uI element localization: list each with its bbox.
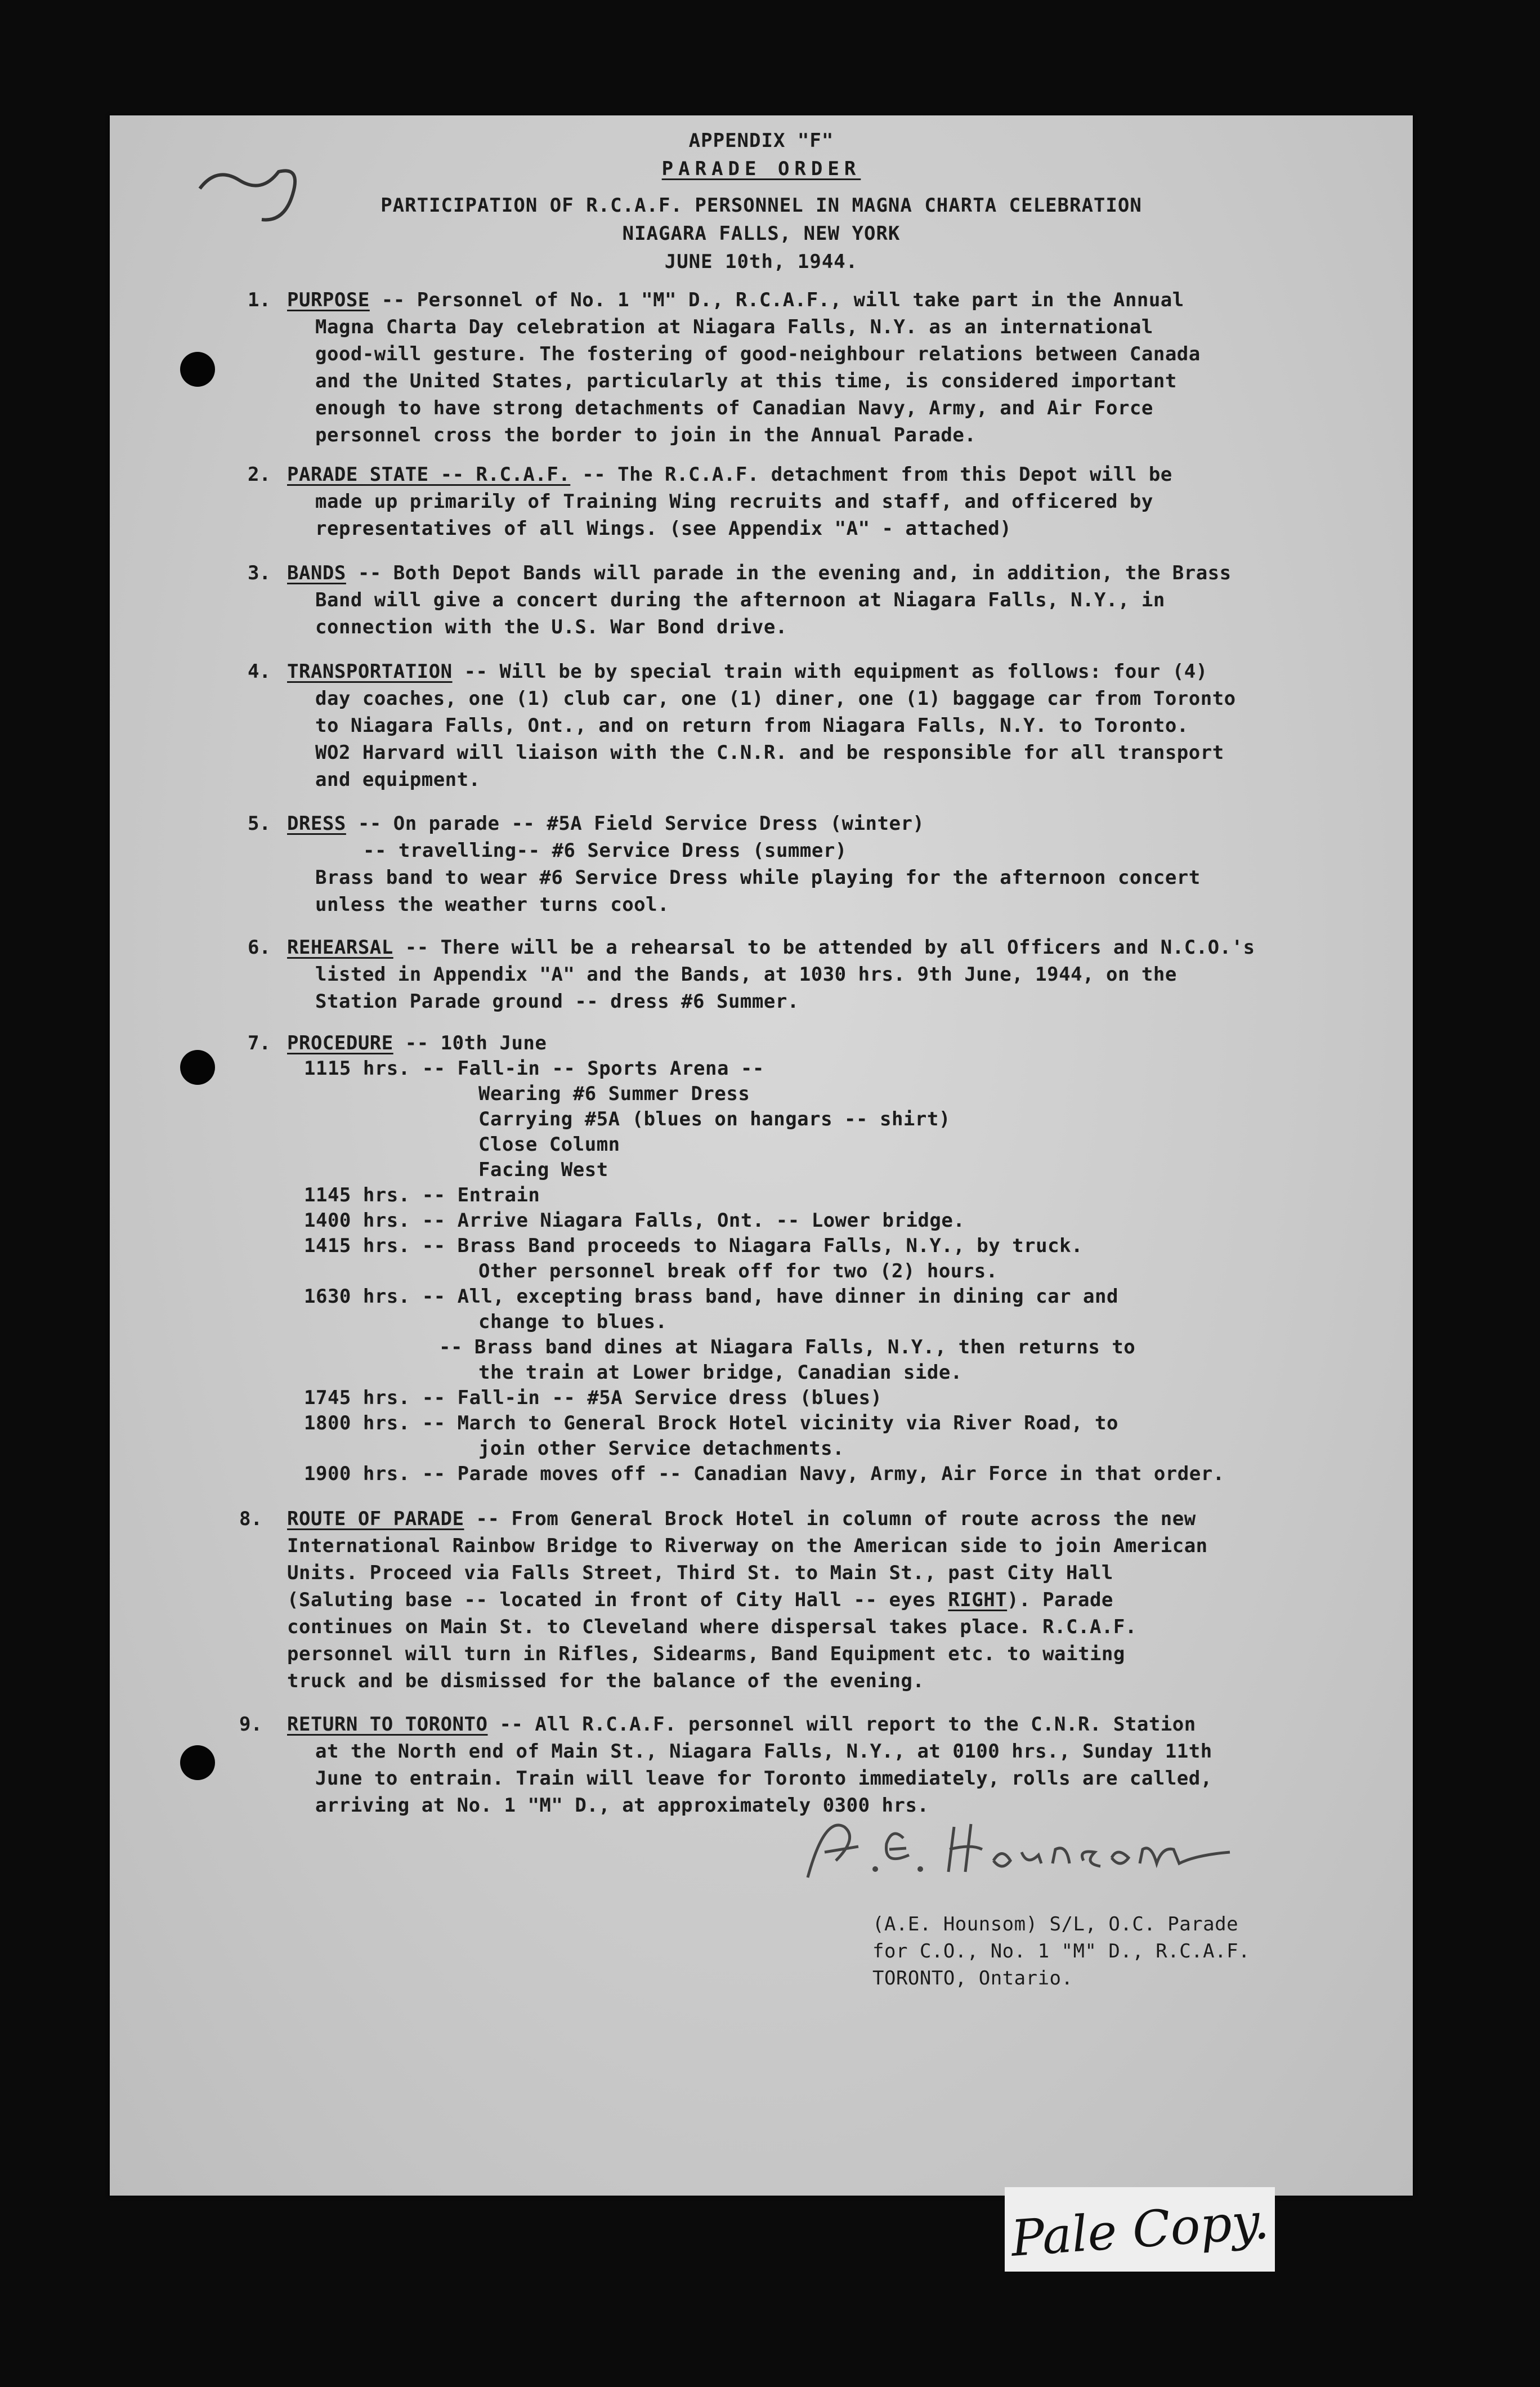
section-line: to Niagara Falls, Ont., and on return from Niagara Falls, N.Y. to Toronto. bbox=[315, 714, 1189, 737]
section-number: 9. bbox=[239, 1713, 262, 1736]
section-number: 4. bbox=[248, 660, 271, 683]
section-line: Band will give a concert during the afternoon at Niagara Falls, N.Y., in bbox=[315, 589, 1165, 611]
section-number: 7. bbox=[248, 1032, 271, 1054]
section-heading: DRESS bbox=[287, 812, 346, 835]
section-line bbox=[287, 287, 1184, 313]
section-heading: TRANSPORTATION bbox=[287, 660, 453, 683]
schedule-row: 1115 hrs. -- Fall-in -- Sports Arena -- bbox=[304, 1057, 764, 1080]
section-text: -- Personnel of No. 1 "M" D., R.C.A.F., will take part in the Annual bbox=[381, 289, 1184, 311]
section-line: Brass band to wear #6 Service Dress while playing for the afternoon concert bbox=[315, 866, 1201, 889]
emphasis-right: RIGHT bbox=[948, 1589, 1008, 1611]
section-line: arriving at No. 1 "M" D., at approximately 0300 hrs. bbox=[315, 1794, 929, 1817]
section-line: good-will gesture. The fostering of good-neighbour relations between Canada bbox=[315, 343, 1201, 365]
schedule-row: Facing West bbox=[478, 1159, 608, 1181]
section-line bbox=[287, 1506, 1196, 1532]
section-line bbox=[287, 811, 924, 837]
section-text: -- 10th June bbox=[405, 1032, 547, 1054]
section-line: unless the weather turns cool. bbox=[315, 893, 670, 916]
section-line: Station Parade ground -- dress #6 Summer. bbox=[315, 990, 799, 1013]
section-line: connection with the U.S. War Bond drive. bbox=[315, 616, 787, 638]
schedule-row: Carrying #5A (blues on hangars -- shirt) bbox=[478, 1108, 951, 1130]
order-title: PARADE ORDER bbox=[661, 158, 861, 180]
schedule-row: Other personnel break off for two (2) hours. bbox=[478, 1260, 998, 1282]
section-text: -- Both Depot Bands will parade in the evening and, in addition, the Brass bbox=[357, 562, 1232, 584]
section-number: 8. bbox=[239, 1508, 262, 1530]
section-line bbox=[287, 1030, 547, 1056]
document-location: NIAGARA FALLS, NEW YORK bbox=[622, 222, 901, 245]
signature-on-behalf: for C.O., No. 1 "M" D., R.C.A.F. bbox=[872, 1940, 1251, 1963]
section-line: made up primarily of Training Wing recruits and staff, and officered by bbox=[315, 490, 1153, 513]
appendix-label: APPENDIX "F" bbox=[688, 129, 834, 152]
section-line bbox=[287, 1711, 1196, 1737]
section-text: ). Parade bbox=[1007, 1589, 1113, 1611]
section-text: -- The R.C.A.F. detachment from this Depot will be bbox=[582, 463, 1172, 486]
document-date: JUNE 10th, 1944. bbox=[664, 251, 858, 273]
punch-hole-bottom bbox=[180, 1745, 215, 1780]
section-line: personnel cross the border to join in the Annual Parade. bbox=[315, 424, 977, 446]
section-line: listed in Appendix "A" and the Bands, at 1030 hrs. 9th June, 1944, on the bbox=[315, 963, 1177, 986]
section-line: International Rainbow Bridge to Riverway on the American side to join American bbox=[287, 1535, 1208, 1557]
section-line: Magna Charta Day celebration at Niagara Falls, N.Y. as an international bbox=[315, 316, 1153, 338]
section-text: -- On parade -- #5A Field Service Dress (winter) bbox=[357, 812, 925, 835]
section-heading: PARADE STATE -- R.C.A.F. bbox=[287, 463, 571, 486]
section-number: 2. bbox=[248, 463, 271, 486]
section-number: 1. bbox=[248, 289, 271, 311]
schedule-row: 1900 hrs. -- Parade moves off -- Canadian Navy, Army, Air Force in that order. bbox=[304, 1463, 1225, 1485]
schedule-row: 1800 hrs. -- March to General Brock Hotel vicinity via River Road, to bbox=[304, 1412, 1118, 1434]
section-line bbox=[287, 659, 1208, 685]
section-text: -- From General Brock Hotel in column of route across the new bbox=[476, 1508, 1196, 1530]
schedule-row: Wearing #6 Summer Dress bbox=[478, 1083, 750, 1105]
document-page bbox=[110, 115, 1413, 2196]
section-heading: REHEARSAL bbox=[287, 936, 393, 959]
schedule-row: change to blues. bbox=[478, 1311, 668, 1333]
section-heading: PURPOSE bbox=[287, 289, 370, 311]
schedule-row: 1630 hrs. -- All, excepting brass band, have dinner in dining car and bbox=[304, 1285, 1118, 1308]
section-line: WO2 Harvard will liaison with the C.N.R. and be responsible for all transport bbox=[315, 741, 1224, 764]
pale-copy-text: Pale Copy. bbox=[1009, 2191, 1271, 2268]
schedule-row: 1415 hrs. -- Brass Band proceeds to Niagara Falls, N.Y., by truck. bbox=[304, 1235, 1084, 1257]
section-line bbox=[287, 560, 1232, 586]
section-line: continues on Main St. to Cleveland where dispersal takes place. R.C.A.F. bbox=[287, 1616, 1137, 1638]
section-text: -- Will be by special train with equipment as follows: four (4) bbox=[464, 660, 1208, 683]
punch-hole-top bbox=[180, 352, 215, 387]
signature-name: (A.E. Hounsom) S/L, O.C. Parade bbox=[872, 1913, 1239, 1935]
section-line bbox=[287, 935, 1255, 960]
schedule-row: -- Brass band dines at Niagara Falls, N.Y., then returns to bbox=[439, 1336, 1136, 1358]
section-number: 3. bbox=[248, 562, 271, 584]
section-line: Units. Proceed via Falls Street, Third St. to Main St., past City Hall bbox=[287, 1562, 1113, 1584]
section-heading: RETURN TO TORONTO bbox=[287, 1713, 488, 1736]
schedule-row: 1145 hrs. -- Entrain bbox=[304, 1184, 540, 1206]
section-line bbox=[287, 462, 1172, 488]
section-line: and equipment. bbox=[315, 768, 481, 791]
section-heading: PROCEDURE bbox=[287, 1032, 393, 1054]
schedule-row: 1745 hrs. -- Fall-in -- #5A Service dress (blues) bbox=[304, 1387, 883, 1409]
section-number: 5. bbox=[248, 812, 271, 835]
schedule-row: the train at Lower bridge, Canadian side. bbox=[478, 1361, 962, 1384]
section-line: at the North end of Main St., Niagara Falls, N.Y., at 0100 hrs., Sunday 11th bbox=[315, 1740, 1212, 1763]
section-line: representatives of all Wings. (see Appendix "A" - attached) bbox=[315, 517, 1012, 540]
pale-copy-label bbox=[1005, 2187, 1275, 2272]
section-heading: BANDS bbox=[287, 562, 346, 584]
section-line: truck and be dismissed for the balance of the evening. bbox=[287, 1670, 925, 1692]
section-line: enough to have strong detachments of Canadian Navy, Army, and Air Force bbox=[315, 397, 1153, 419]
section-line: day coaches, one (1) club car, one (1) diner, one (1) baggage car from Toronto bbox=[315, 687, 1236, 710]
section-line: -- travelling-- #6 Service Dress (summer) bbox=[363, 839, 847, 862]
section-line: and the United States, particularly at this time, is considered important bbox=[315, 370, 1177, 392]
section-number: 6. bbox=[248, 936, 271, 959]
signature-location: TORONTO, Ontario. bbox=[872, 1967, 1073, 1990]
schedule-row: join other Service detachments. bbox=[478, 1437, 845, 1460]
section-text: -- There will be a rehearsal to be attended by all Officers and N.C.O.'s bbox=[405, 936, 1255, 959]
punch-hole-middle bbox=[180, 1050, 215, 1085]
schedule-row: Close Column bbox=[478, 1133, 620, 1156]
handwritten-signature bbox=[791, 1793, 1252, 1894]
section-text: (Saluting base -- located in front of City Hall -- eyes bbox=[287, 1589, 948, 1611]
section-text: -- All R.C.A.F. personnel will report to the C.N.R. Station bbox=[499, 1713, 1196, 1736]
section-line: June to entrain. Train will leave for Toronto immediately, rolls are called, bbox=[315, 1767, 1212, 1790]
section-line bbox=[287, 1587, 1113, 1613]
section-heading: ROUTE OF PARADE bbox=[287, 1508, 464, 1530]
schedule-row: 1400 hrs. -- Arrive Niagara Falls, Ont. -- Lower bridge. bbox=[304, 1209, 965, 1232]
section-line: personnel will turn in Rifles, Sidearms, Band Equipment etc. to waiting bbox=[287, 1643, 1125, 1665]
document-title: PARTICIPATION OF R.C.A.F. PERSONNEL IN MAGNA CHARTA CELEBRATION bbox=[380, 194, 1142, 217]
